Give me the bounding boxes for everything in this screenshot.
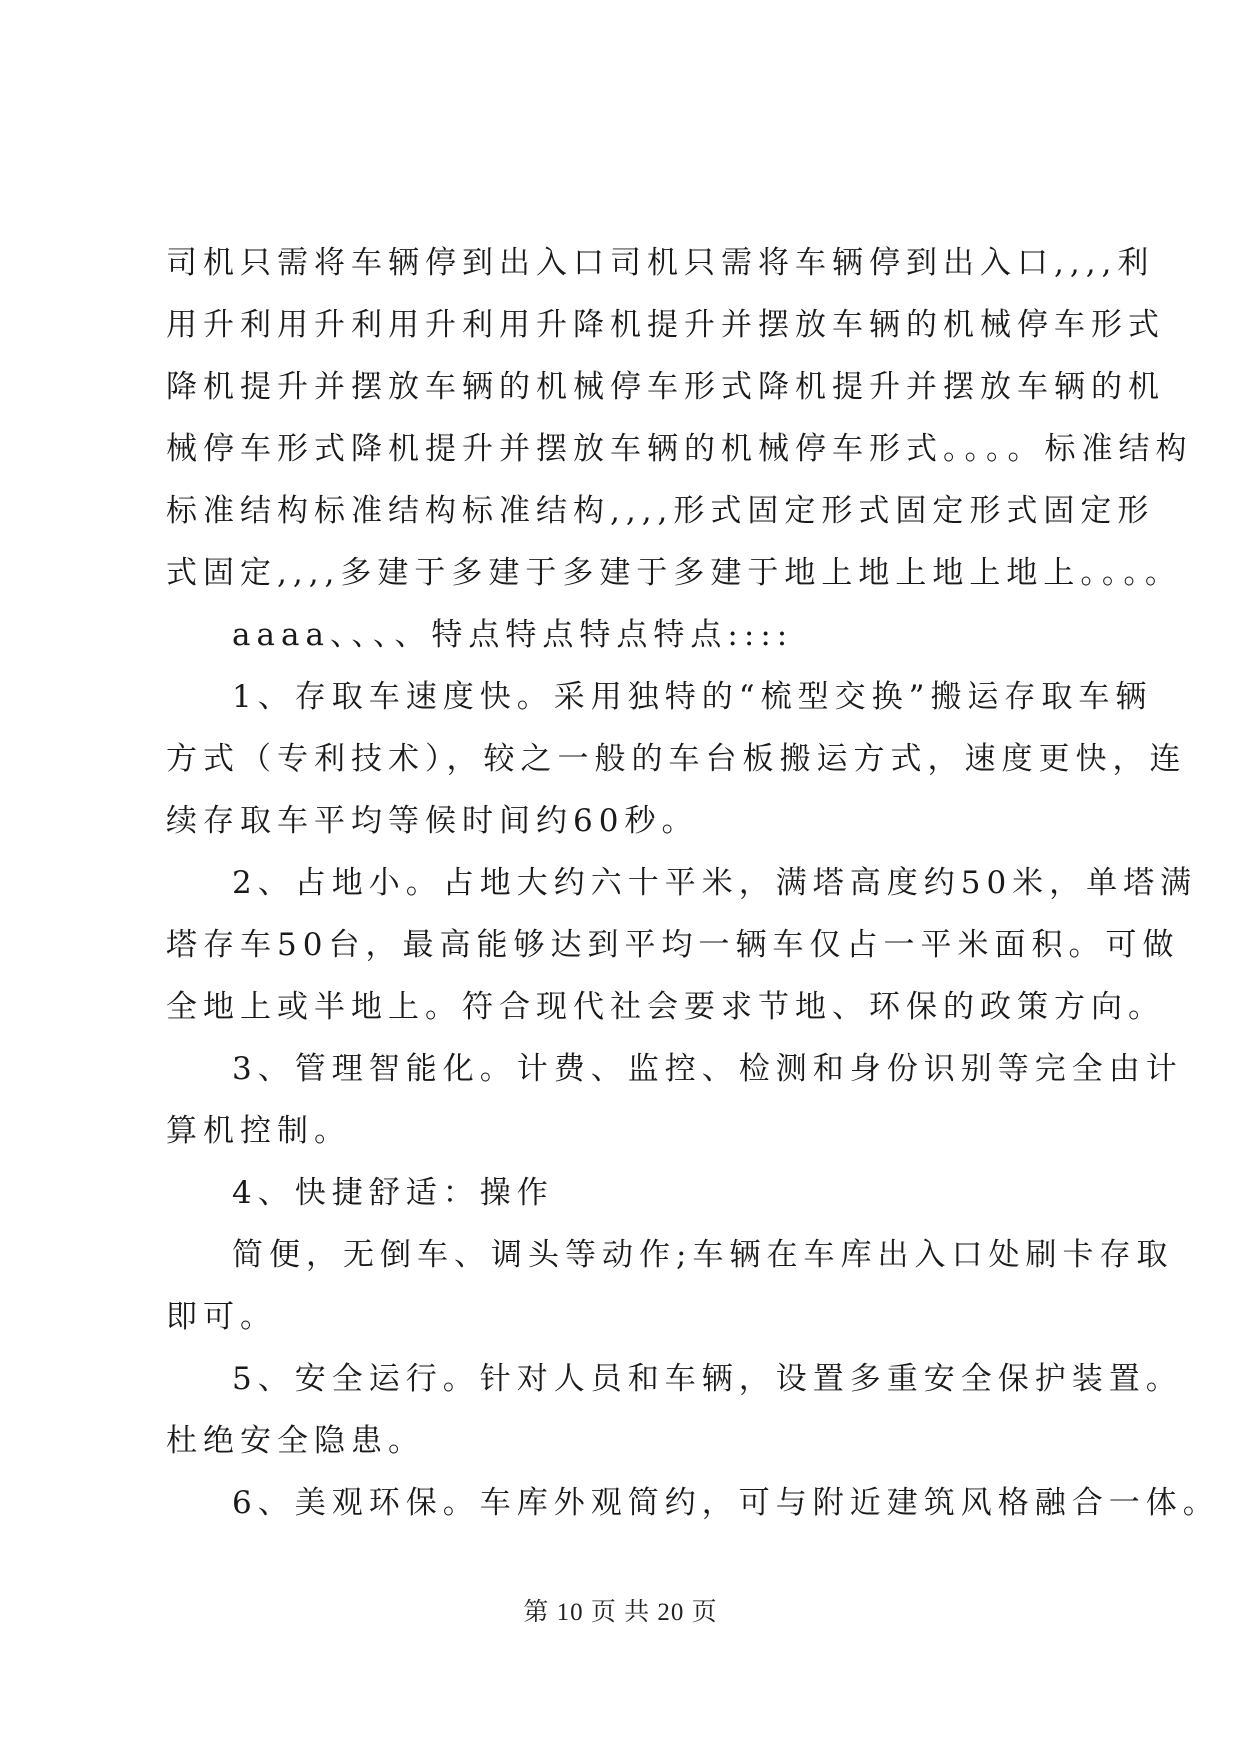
text-line: 算机控制。 bbox=[166, 1113, 351, 1149]
text-line: 标准结构标准结构标准结构,,,,形式固定形式固定形式固定形 bbox=[166, 493, 1155, 529]
text-line: 3、管理智能化。计费、监控、检测和身份识别等完全由计 bbox=[232, 1051, 1183, 1087]
text-line: 4、快捷舒适：操作 bbox=[232, 1175, 554, 1211]
text-line: 续存取车平均等候时间约60秒。 bbox=[166, 803, 699, 839]
text-line: 全地上或半地上。符合现代社会要求节地、环保的政策方向。 bbox=[166, 989, 1165, 1025]
text-line: 方式（专利技术），较之一般的车台板搬运方式，速度更快，连 bbox=[166, 741, 1187, 777]
text-line: 式固定,,,,多建于多建于多建于多建于地上地上地上地上。。。。 bbox=[166, 555, 1182, 591]
text-line: 械停车形式降机提升并摆放车辆的机械停车形式。。。。标准结构 bbox=[166, 431, 1193, 467]
text-line: 即可。 bbox=[166, 1299, 277, 1335]
text-line: 杜绝安全隐患。 bbox=[166, 1423, 425, 1459]
text-line: 简便，无倒车、调头等动作;车辆在车库出入口处刷卡存取 bbox=[232, 1237, 1174, 1273]
text-line: 1、存取车速度快。采用独特的“梳型交换”搬运存取车辆 bbox=[232, 679, 1153, 715]
text-line: 用升利用升利用升利用升降机提升并摆放车辆的机械停车形式 bbox=[166, 307, 1165, 343]
text-line: 塔存车50台，最高能够达到平均一辆车仅占一平米面积。可做 bbox=[166, 927, 1180, 963]
text-line: 司机只需将车辆停到出入口司机只需将车辆停到出入口,,,,利 bbox=[166, 245, 1155, 281]
text-line: 降机提升并摆放车辆的机械停车形式降机提升并摆放车辆的机 bbox=[166, 369, 1165, 405]
body-text bbox=[166, 232, 1220, 1534]
text-line: 2、占地小。占地大约六十平米，满塔高度约50米，单塔满 bbox=[232, 865, 1198, 901]
text-line: 5、安全运行。针对人员和车辆，设置多重安全保护装置。 bbox=[232, 1361, 1183, 1397]
text-line: aaaa、、、、特点特点特点特点:::: bbox=[232, 617, 794, 653]
text-line: 6、美观环保。车库外观简约，可与附近建筑风格融合一体。 bbox=[232, 1485, 1220, 1521]
page-footer: 第 10 页 共 20 页 bbox=[523, 1599, 718, 1626]
